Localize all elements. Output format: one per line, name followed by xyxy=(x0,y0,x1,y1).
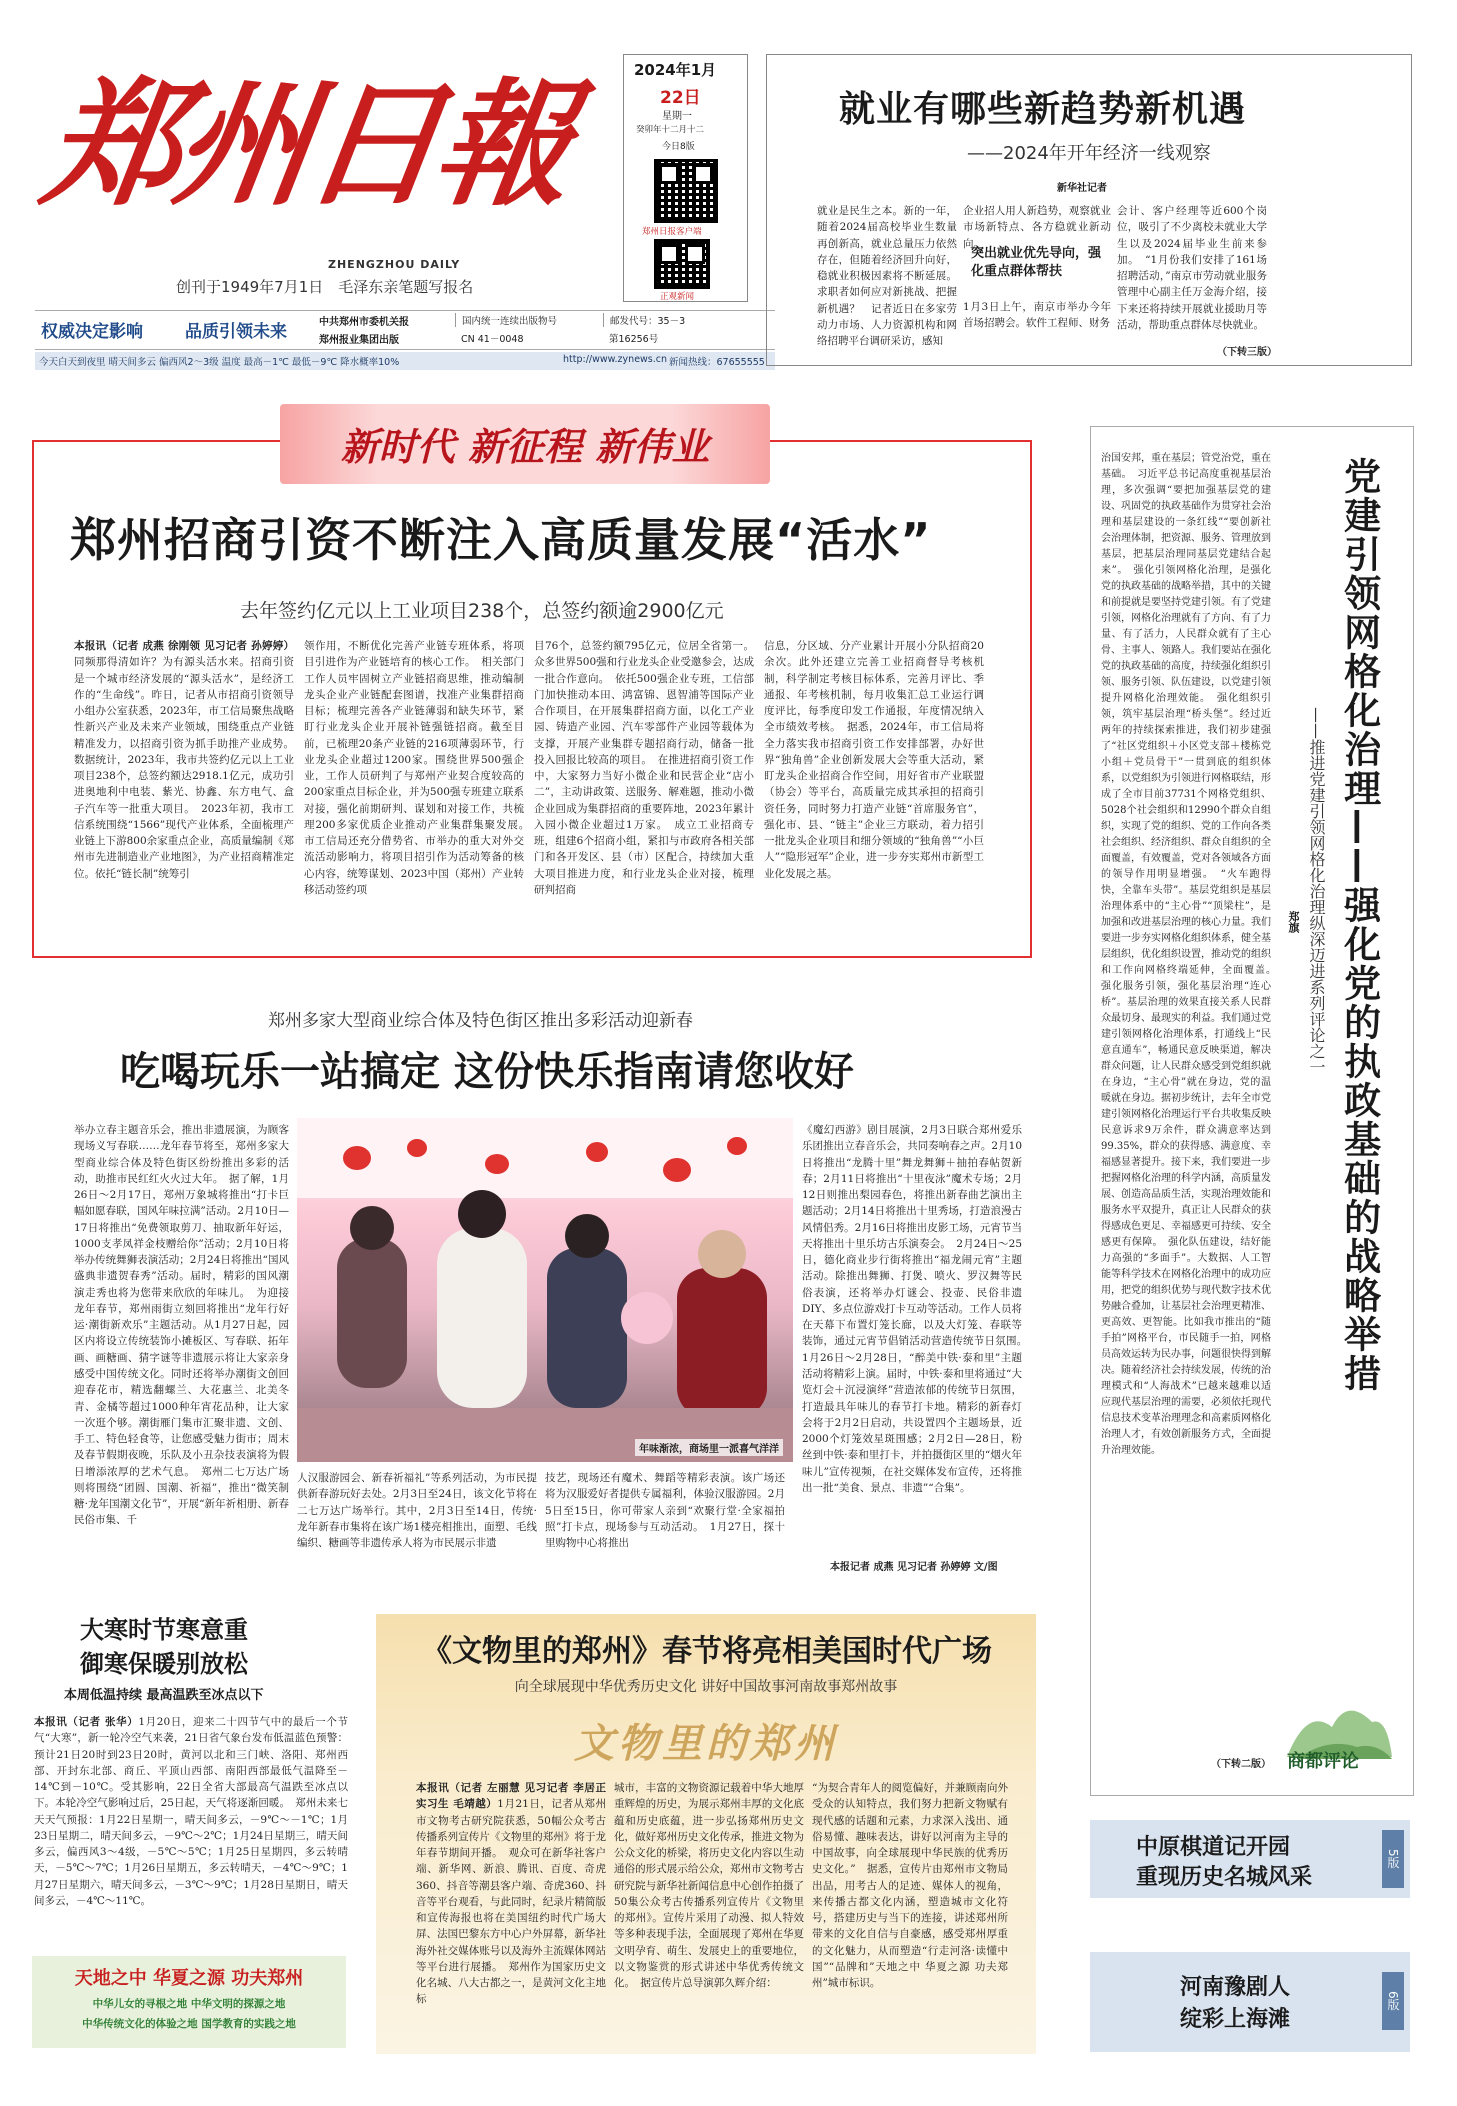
newspaper-logo: 郑州日報 xyxy=(34,65,578,225)
post-line-2: 第16256号 xyxy=(609,334,659,345)
mall-photo-illustration xyxy=(297,1118,793,1462)
top-story-col1: 就业是民生之本。新的一年，随着2024届高校毕业生数量再创新高，就业总量压力依然存在，但随着经济回升向好，稳就业积极因素将不断延展。求职者如何应对新挑战、把握新机遇？ 记者近日在多家劳动力市场、人力资源机构和网络招聘平台调研采访，感知 xyxy=(817,205,957,348)
culture-title[interactable]: 《文物里的郑州》春节将亮相美国时代广场 xyxy=(422,1634,992,1669)
slogan-right: 品质引领未来 xyxy=(185,322,287,342)
lead-body xyxy=(74,638,1014,948)
post-line-1: 邮发代号：35－3 xyxy=(603,313,685,327)
top-story xyxy=(766,54,1412,366)
teaser-1[interactable] xyxy=(1090,1820,1410,1898)
qr-code-news[interactable] xyxy=(654,239,710,289)
teaser-2-title-2: 绽彩上海滩 xyxy=(1180,2007,1291,2032)
commentary-stamp-text: 商都评论 xyxy=(1287,1751,1359,1772)
culture-art-text: 文物里的郑州 xyxy=(574,1720,838,1767)
lead-col4: 信息，分区域、分产业累计开展小分队招商20余次。此外还建立完善工业招商督导考核机制，科学制定考核目标体系，完善月评比、季通报、年考核机制，每月收集汇总工业运行调度评比，每季度印发工作通报，年度情况纳入全市绩效考核。 据悉，2024年，市工信局将全力落实我市招商引资工作安排部署，办好世界“独角兽”企业创新发展大会等重大活动，紧盯龙头企业招商合作空间，用好省市产业联盟（协会）等平台，高质量完成其承担的招商引资任务，同时努力打造产业链“首席服务官”，强化市、县、“链主”企业三方联动，着力招引一批龙头企业项目和细分领域的“独角兽”“小巨人”“隐形冠军”企业，进一步夯实郑州市新型工业化发展之基。 xyxy=(764,640,984,880)
mall-photo xyxy=(297,1118,793,1462)
date-pages: 今日8版 xyxy=(662,142,695,152)
weather-strip xyxy=(35,352,775,370)
qr1-label: 郑州日报客户端 xyxy=(642,227,702,237)
cn-line-1: 国内统一连续出版物号 xyxy=(455,313,557,327)
culture-col3: “为契合青年人的阅览偏好，并兼顾南向外受众的认知特点，我们努力把新文物赋有现代感的话题和元素，力求深入浅出、通俗易懂、趣味表达，讲好以河南为主导的中国故事，向全球展现中华民族的优秀历史文化。” 据悉，宣传片由郑州市文物局出品，用考古人的足迹、媒体人的视角，来传播古都文化内涵，塑造城市文化符号，搭建历史与当下的连接，讲述郑州所带来的文化自信与自豪感，感受郑州厚重的文化魅力，从而塑造“行走河洛·读懂中国”“品牌和”天地之中 华夏之源 功夫郑州”城市标识。 xyxy=(812,1782,1008,1990)
commentary-stamp xyxy=(1277,1687,1397,1777)
top-story-jump[interactable]: （下转三版） xyxy=(1217,347,1277,358)
cold-body-text: 1月20日，迎来二十四节气中的最后一个节气“大寒”，新一轮冷空气来袭，21日省气象台发布低温蓝色预警：预计21日20时到23日20时，黄河以北和三门峡、洛阳、郑州西部、开封东北部、商丘、平顶山西部、南阳西部最低气温降至－14℃到－10℃。受其影响，22日全省大部最高气温跌至冰点以下。本轮冷空气影响过后，25日起，天气将逐渐回暖。 郑州未来七天天气预报：1月22日星期一，晴天间多云，－9℃～－1℃；1月23日星期二，晴天间多云，－9℃～2℃；1月24日星期三，晴天间多云，偏西风3～4级，－5℃～5℃；1月25日星期四，多云转晴天，－5℃～7℃；1月26日星期五，多云转晴天，－4℃～9℃；1月27日星期六，晴天间多云，－3℃～9℃；1月28日星期日，晴天间多云，－4℃～11℃。 xyxy=(34,1716,349,1907)
commentary-author: 郑旗 xyxy=(1287,911,1300,933)
mall-kicker: 郑州多家大型商业综合体及特色街区推出多彩活动迎新春 xyxy=(268,1011,693,1031)
cold-body xyxy=(34,1714,348,1976)
commentary-box xyxy=(1090,426,1414,1796)
teaser-1-title-1: 中原棋道记开园 xyxy=(1136,1835,1291,1860)
culture-col1 xyxy=(416,1780,606,2048)
teaser-1-title-2: 重现历史名城风采 xyxy=(1136,1865,1313,1890)
top-story-col3: 会计、客户经理等近600个岗位，吸引了不少离校未就业大学生以及2024届毕业生前来参加。 “1月份我们安排了161场招聘活动，”南京市劳动就业服务管理中心副主任万金海介绍，接下来还将持续开展就业援助月等活动，帮助重点群体尽快就业。 xyxy=(1117,205,1267,331)
mall-title[interactable]: 吃喝玩乐一站搞定 这份快乐指南请您收好 xyxy=(120,1049,854,1095)
date-year-month: 2024年1月 xyxy=(634,61,717,79)
cold-title-2[interactable]: 御寒保暖别放松 xyxy=(80,1650,248,1678)
website[interactable]: http://www.zynews.cn xyxy=(563,354,668,365)
banner-text: 新时代 新征程 新伟业 xyxy=(340,424,710,469)
cold-title-1[interactable]: 大寒时节寒意重 xyxy=(80,1616,248,1644)
lead-subtitle: 去年签约亿元以上工业项目238个，总签约额逾2900亿元 xyxy=(240,600,724,622)
top-story-title[interactable]: 就业有哪些新趋势新机遇 xyxy=(839,89,1247,130)
date-lunar: 癸卯年十二月十二 xyxy=(636,125,705,135)
mall-col2: 人汉服游园会、新春祈福礼”等系列活动，为市民提供新春游玩好去处。2月3日至24日，该文化节将在二七万达广场举行。其中，2月3日至14日，传统·龙年新春市集将在该广场1楼亮相推出，面塑、毛线编织、糖画等非遗传承人将为市民展示非遗 xyxy=(297,1472,537,1550)
promo-line-1: 中华儿女的寻根之地 中华文明的探源之地 xyxy=(92,1998,286,2010)
culture-byline: （记者 左丽慧 见习记者 李居正 实习生 毛靖越） xyxy=(416,1782,607,1811)
culture-col2: 城市，丰富的文物资源记载着中华大地厚重辉煌的历史，为展示郑州丰厚的文化底蕴和历史底蕴，进一步弘扬郑州历史文化，做好郑州历史文化传承，推进文物为公众文化的桥梁，将历史文化内容以生动通俗的形式展示给公众，郑州市文物考古研究院与新华社新闻信息中心创作拍摄了50集公众考古传播系列宣传片《文物里的郑州》。宣传片采用了动漫、拟人特效等多种表现手法，全面展现了郑州在华夏文明孕育、萌生、发展史上的重要地位，以文物鉴赏的形式讲述中华优秀传统文化。 据宣传片总导演郭久辉介绍： xyxy=(614,1782,804,1990)
commentary-body: 治国安邦，重在基层；管党治党，重在基础。 习近平总书记高度重视基层治理，多次强调“要把加强基层党的建设、巩固党的执政基础作为贯穿社会治理和基层建设的一条红线”“要创新社会治理体制，把资源、服务、管理放到基层，把基层治理同基层党建结合起来”。 强化引领网格化治理，是强化党的执政基础的战略举措，其中的关键和前提就是要坚持党建引领。有了党建引领，网格化治理就有了方向、有了力量、有了活力，人民群众就有了主心骨、主事人、领路人。我们要站在强化党的执政基础的高度，持续强化组织引领、服务引领、队伍建设，以党建引领提升网格化治理效能。 强化组织引领，筑牢基层治理“桥头堡”。经过近两年的持续探索推进，我们初步建强了“社区党组织＋小区党支部＋楼栋党小组＋党员骨干”一贯到底的组织体系，以党组织为引领进行网格联结，形成了全市目前37731个网格党组织、5028个社会组织和12990个群众自组织，实现了党的组织、党的工作向各类社会组织、经济组织、群众自组织的全面覆盖，有效覆盖，党对各领域各方面的领导作用明显增强。 “火车跑得快，全靠车头带”。基层党组织是基层治理体系中的“主心骨”“顶梁柱”，是加强和改进基层治理的核心力量。我们要进一步夯实网格化组织体系，健全基层组织，优化组织设置，推动党的组织和工作向网格终端延伸，全面覆盖。 强化服务引领，强化基层治理“连心桥”。基层治理的效果直接关系人民群众最切身、最现实的利益。我们通过党建引领网格化治理体系，打通线上“民意直通车”，畅通民意反映渠道，解决群众问题，让人民群众感受到党组织就在身边，“主心骨”就在身边，党的温暖就在身边。据初步统计，去年全市党建引领网格化治理运行平台共收集反映民意诉求9万余件，群众满意率达到99.35%，群众的获得感、满意度、幸福感显著提升。接下来，我们要进一步把握网格化治理的科学内涵，高质量发展、创造高品质生活，实现治理效能和服务水平双提升，真正让人民群众的获得感成色更足、幸福感更可持续、安全感更有保障。 强化队伍建设，结好能力高强的“多面手”。大数据、人工智能等科学技术在网格化治理中的成功应用，把党的组织优势与现代数字技术优势融合叠加，让基层社会治理更精准、更高效、更智能。比如我市推出的“随手拍”网格平台，市民随手一拍，网格员高效运转为民办事，问题很快得到解决。随着经济社会持续发展，传统的治理模式和“人海战术”已越来越难以适应现代基层治理的需要，必须依托现代信息技术变革治理理念和高素质网格化治理人才，有效创新服务方式，全面提升治理效能。 xyxy=(1101,453,1281,1456)
teaser-2-title-1: 河南豫剧人 xyxy=(1180,1975,1291,2000)
date-weekday: 星期一 xyxy=(662,111,692,122)
lead-dateline: 本报讯 xyxy=(74,640,107,652)
top-story-col2: 企业招人用人新趋势，观察就业市场新特点、各方稳就业新动向。 xyxy=(963,205,1111,250)
english-name: ZHENGZHOU DAILY xyxy=(328,258,461,271)
weather-text: 今天白天到夜里 晴天间多云 偏西风2～3级 温度 最高－1℃ 最低－9℃ 降水概率10% xyxy=(39,357,400,368)
qr-code-app[interactable] xyxy=(654,159,718,223)
cold-dateline: 本报讯 xyxy=(34,1716,68,1728)
lead-byline: （记者 成燕 徐刚领 见习记者 孙婷婷） xyxy=(106,640,295,652)
cold-subtitle: 本周低温持续 最高温跌至冰点以下 xyxy=(64,1688,264,1703)
commentary-title[interactable]: 党建引领网格化治理——强化党的执政基础的战略举措 xyxy=(1337,457,1381,1393)
mall-col1: 举办立春主题音乐会，推出非遗展演，为顾客现场义写春联……龙年春节将至，郑州多家大型商业综合体及特色街区纷纷推出多彩的活动，助推市民红红火火过大年。 据了解，1月26日～2月17日，郑州万象城将推出“打卡巨幅如愿春联，国风年味拉满”活动。2月10日—17日将推出“免费领取剪刀、抽取新年好运，1000支孝凤祥金枝赠给你”活动；2月10日将举办传统舞狮表演活动；2月24日将推出“国风盛典非遗贺春秀”活动。届时，精彩的国风潮演走秀也将为您带来欣欣的年味儿。 为迎接龙年春节，郑州雨街立刻回将推出“龙年行好运·潮街新欢乐”主题活动。从1月27日起，园区内将设立传统装饰小摊板区、写春联、拓年画、画糖画、猜字谜等非遗展示将让大家亲身感受中国传统文化。同时还将举办潮街文创回迎春花市，精选翻螺兰、大花惠兰、北美冬青、金橘等超过1000种年宵花品种，让大家一次逛个够。潮街雁门集市汇聚非遗、文创、手工、特色轻食等，让您感受魅力街市；周末及春节假期夜晚，乐队及小丑杂技表演将为假日增添浓厚的艺术气息。 郑州二七万达广场则将围绕“团圆、国潮、祈福”，推出“微笑制糖·龙年国潮文化节”，开展“新年祈相册、新春民俗市集、千 xyxy=(74,1124,289,1527)
mall-byline: 本报记者 成燕 见习记者 孙婷婷 文/图 xyxy=(830,1562,998,1573)
lead-title[interactable]: 郑州招商引资不断注入高质量发展“活水” xyxy=(70,513,932,567)
sponsor-1: 中共郑州市委机关报 xyxy=(319,317,409,328)
commentary-jump[interactable]: （下转二版） xyxy=(1211,1759,1271,1770)
lead-col1 xyxy=(74,638,294,938)
teaser-2-page: 6版 xyxy=(1382,1972,1404,2030)
commentary-text xyxy=(1101,451,1281,1761)
top-story-col2b: 1月3日上午，南京市举办今年首场招聘会。软件工程师、财务 xyxy=(963,301,1111,330)
promo-title: 天地之中 华夏之源 功夫郑州 xyxy=(74,1968,304,1989)
date-day: 22日 xyxy=(660,88,701,108)
commentary-subtitle: ——推进党建引领网格化治理纵深迈进系列评论之一 xyxy=(1307,707,1326,1075)
mall-col4: 《魔幻西游》剧目展演，2月3日联合郑州爱乐乐团推出立春音乐会，共同奏响春之声。2月10日将推出“龙腾十里”舞龙舞狮＋抽拍春帖贺新春；2月11日将推出“十里夜泳”魔术专场；2月12日则推出梨园春色，将推出新春曲艺演出主题活动；2月14日将推出十里秀场，打造浪漫古风情侣秀。2月16日将推出皮影工场，元宵节当天将推出十里乐坊古乐演奏会。 2月24日～25日，德化商业步行街将推出“福龙闹元宵”主题活动。除推出舞狮、打煲、喷火、罗汉舞等民俗表演，还将举办灯谜会、投壶、民俗非遗DIY、多点位游戏打卡互动等活动。工作人员将在天幕下布置灯笼长廊，以及大灯笼、春联等装饰，通过元宵节倡销活动营造传统节日氛围。 1月26日～2月28日，“醉美中铁·泰和里”主题活动将精彩上演。届时，中铁·泰和里将通过“大览灯会＋沉浸演绎”营造浓郁的传统节日氛围，打造最具年味儿的春节打卡地。精彩的新春灯会将于2月2日启动，共设置四个主题场景，近2000个灯笼效星斑围感；2月2日—28日，粉丝到中铁·泰和里打卡，并拍摄街区里的“烟火年味儿”宣传视频，在社交媒体发布宣传，还将推出一批“美食、景点、非遗”“合集”。 xyxy=(802,1124,1033,1494)
founding-line: 创刊于1949年7月1日 毛泽东亲笔题写报名 xyxy=(176,278,474,296)
hotline: 新闻热线：67655555 xyxy=(669,357,765,368)
top-story-subhead: 突出就业优先导向，强化重点群体帮扶 xyxy=(971,246,1102,279)
lead-col1-text: 同频那得清如许？为有源头活水来。招商引资是一个城市经济发展的“源头活水”，是经济工作的“生命线”。昨日，记者从市招商引资领导小组办公室获悉，2023年，市工信局聚焦战略性新兴产业及未来产业领域，围绕重点产业链精准发力，以招商引资为抓手助推产业成势。数据统计，2023年，我市共签约亿元以上工业项目238个，总签约额达2918.1亿元，成功引进奥地利中电装、紫光、协鑫、东方电气、盒子汽车等一批重大项目。 2023年初，我市工信系统围绕“1566”现代产业体系，全面梳理产业链上下游800余家重点企业，高质量编制《郑州市先进制造业产业地图》，为产业招商精准定位。依托“链长制”统筹引 xyxy=(74,656,294,880)
culture-dateline: 本报讯 xyxy=(416,1782,450,1794)
date-box xyxy=(623,54,748,302)
sponsor-2: 郑州报业集团出版 xyxy=(319,335,399,346)
cold-byline: （记者 张华） xyxy=(67,1716,139,1728)
slogan-bar xyxy=(35,310,775,350)
mall-photo-caption: 年味渐浓，商场里一派喜气洋洋 xyxy=(635,1439,783,1456)
teaser-2[interactable] xyxy=(1090,1952,1410,2052)
top-story-subtitle: ——2024年开年经济一线观察 xyxy=(967,143,1211,164)
teaser-1-page: 5版 xyxy=(1382,1830,1404,1888)
promo-box xyxy=(32,1956,346,2048)
promo-line-2: 中华传统文化的体验之地 国学教育的实践之地 xyxy=(82,2018,296,2030)
banner xyxy=(280,404,770,484)
qr2-label: 正观新闻 xyxy=(660,292,695,302)
culture-box xyxy=(376,1614,1036,2054)
slogan-left: 权威决定影响 xyxy=(41,322,143,342)
lead-col3: 目76个，总签约额795亿元，位居全省第一。众多世界500强和行业龙头企业受邀参会，达成一批合作意向。 依托500强企业专班，工信部门加快推动本田、鸿富锦、恩智浦等国际产业合作项目，在开展集群招商方面，以化工产业园、铸造产业园、汽车零部件产业园等载体为支撑，开展产业集群专题招商行动，储备一批投入回报比较高的项目。 在推进招商引资工作中，大家努力当好小微企业和民营企业“店小二”，主动讲政策、送服务、解难题，推动小微企业回成为集群招商的重要阵地，2023年累计入园小微企业超过1万家。 成立工业招商专班，组建6个招商小组，紧扣与市政府各相关部门和各开发区、县（市）区配合，持续加大重大项目推进力度，和行业龙头企业对接，梳理研判招商 xyxy=(534,640,754,896)
cn-line-2: CN 41－0048 xyxy=(461,334,524,345)
top-story-byline: 新华社记者 xyxy=(1057,183,1107,194)
culture-col1-text: 1月21日，记者从郑州市文物考古研究院获悉，50幅公众考古传播系列宣传片《文物里的郑州》将于龙年春节期间开播。 观众可在新华社客户端、新华网、新浪、腾讯、百度、奇虎360、抖音等潮县客户端、奇虎360、抖音等平台观看，与此同时，纪录片精简版和宣传海报也将在美国纽约时代广场大屏、法国巴黎东方中心户外屏幕，新华社海外社交媒体账号以及海外主流媒体网站等平台进行展播。 郑州作为国家历史文化名城、八大古都之一，是黄河文化主地标 xyxy=(416,1798,606,2006)
culture-subtitle: 向全球展现中华优秀历史文化 讲好中国故事河南故事郑州故事 xyxy=(514,1679,898,1695)
lead-col2: 领作用，不断优化完善产业链专班体系，将项目引进作为产业链培育的核心工作。 相关部门工作人员牢固树立产业链招商思维，推动编制龙头企业产业链配套图谱，找准产业集群招商目标；梳理完善各产业链薄弱和缺失环节，紧盯行业龙头企业开展补链强链招商。截至目前，已梳理20条产业链的216项薄弱环节，行业龙头企业超过1200家。围绕世界500强企业，工作人员研判了与郑州产业契合度较高的200家重点目标企业，并为500强专班建立联系对接，强化前期研判、谋划和对接工作，共梳理200多家优质企业推动产业集群集聚发展。 市工信局还充分借势省、市举办的重大对外交流活动影响力，将项目招引作为活动筹备的核心内容，统筹谋划、2023中国（郑州）产业转移活动签约项 xyxy=(304,640,535,896)
mall-col3: 技艺，现场还有魔术、舞蹈等精彩表演。该广场还将为汉服爱好者提供专属福利，体验汉服游园。2月5日至15日，你可带家人亲到“欢聚行堂·全家福拍照”打卡点，现场参与互动活动。 1月27日，探十里购物中心将推出 xyxy=(545,1472,785,1550)
